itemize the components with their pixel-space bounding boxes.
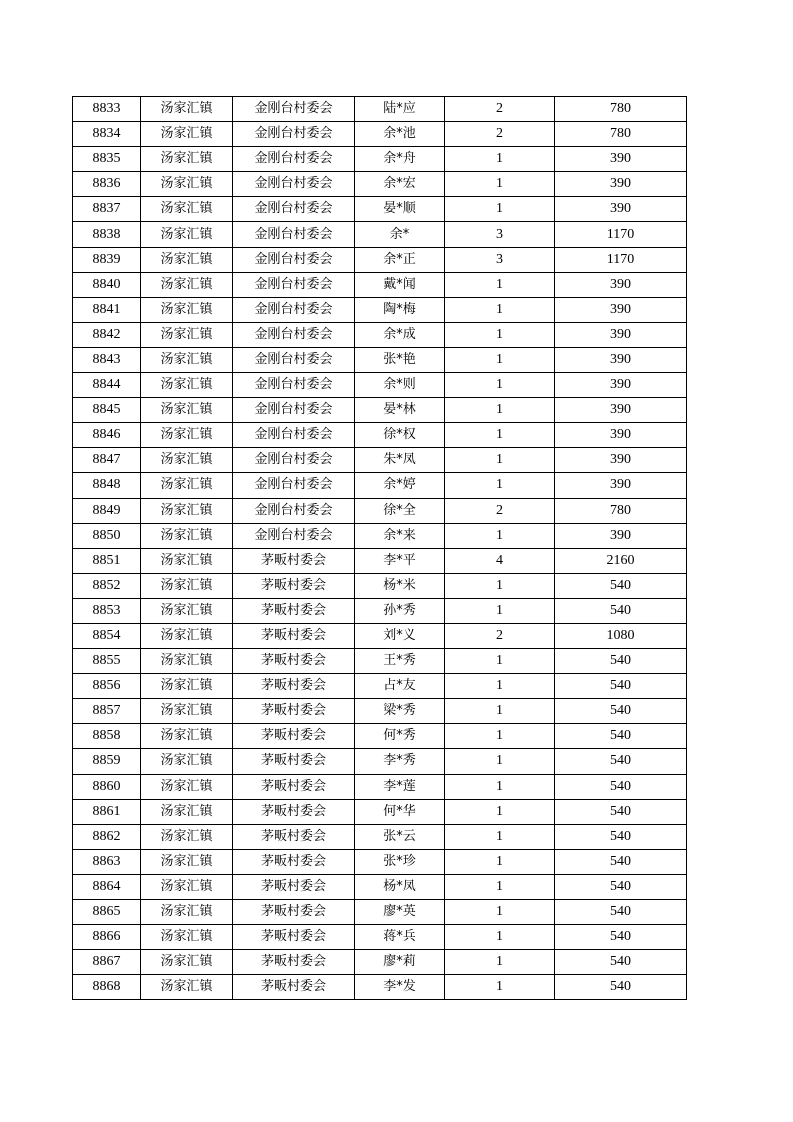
row-number-cell: 8853 xyxy=(73,598,141,623)
table-row xyxy=(73,925,687,950)
person-name-cell: 何*秀 xyxy=(355,724,445,749)
household-count-cell: 1 xyxy=(445,950,555,975)
town-cell: 汤家汇镇 xyxy=(141,523,233,548)
row-number-cell: 8867 xyxy=(73,950,141,975)
amount-cell: 390 xyxy=(555,197,687,222)
village-cell: 茅畈村委会 xyxy=(233,674,355,699)
village-cell: 金刚台村委会 xyxy=(233,322,355,347)
town-cell: 汤家汇镇 xyxy=(141,925,233,950)
household-count-cell: 1 xyxy=(445,874,555,899)
person-name-cell: 张*艳 xyxy=(355,347,445,372)
person-name-cell: 李*平 xyxy=(355,548,445,573)
household-count-cell: 1 xyxy=(445,975,555,1000)
household-count-cell: 3 xyxy=(445,247,555,272)
table-row xyxy=(73,523,687,548)
row-number-cell: 8861 xyxy=(73,799,141,824)
row-number-cell: 8855 xyxy=(73,649,141,674)
table-row xyxy=(73,297,687,322)
row-number-cell: 8860 xyxy=(73,774,141,799)
village-cell: 茅畈村委会 xyxy=(233,774,355,799)
table-row xyxy=(73,147,687,172)
table-row xyxy=(73,774,687,799)
person-name-cell: 徐*权 xyxy=(355,423,445,448)
amount-cell: 540 xyxy=(555,799,687,824)
village-cell: 金刚台村委会 xyxy=(233,272,355,297)
table-row xyxy=(73,473,687,498)
village-cell: 金刚台村委会 xyxy=(233,523,355,548)
row-number-cell: 8841 xyxy=(73,297,141,322)
amount-cell: 1170 xyxy=(555,222,687,247)
amount-cell: 390 xyxy=(555,373,687,398)
row-number-cell: 8842 xyxy=(73,322,141,347)
table-row xyxy=(73,222,687,247)
amount-cell: 540 xyxy=(555,749,687,774)
village-cell: 茅畈村委会 xyxy=(233,900,355,925)
table-row xyxy=(73,874,687,899)
amount-cell: 540 xyxy=(555,573,687,598)
household-count-cell: 1 xyxy=(445,147,555,172)
village-cell: 茅畈村委会 xyxy=(233,699,355,724)
row-number-cell: 8844 xyxy=(73,373,141,398)
household-count-cell: 1 xyxy=(445,824,555,849)
row-number-cell: 8851 xyxy=(73,548,141,573)
town-cell: 汤家汇镇 xyxy=(141,97,233,122)
table-row xyxy=(73,97,687,122)
town-cell: 汤家汇镇 xyxy=(141,900,233,925)
household-count-cell: 4 xyxy=(445,548,555,573)
table-row xyxy=(73,247,687,272)
person-name-cell: 余*池 xyxy=(355,122,445,147)
amount-cell: 390 xyxy=(555,172,687,197)
village-cell: 金刚台村委会 xyxy=(233,147,355,172)
table-body xyxy=(73,97,687,1000)
table-row xyxy=(73,448,687,473)
amount-cell: 390 xyxy=(555,147,687,172)
person-name-cell: 陶*梅 xyxy=(355,297,445,322)
household-count-cell: 1 xyxy=(445,373,555,398)
town-cell: 汤家汇镇 xyxy=(141,573,233,598)
amount-cell: 390 xyxy=(555,272,687,297)
village-cell: 茅畈村委会 xyxy=(233,573,355,598)
town-cell: 汤家汇镇 xyxy=(141,247,233,272)
table-row xyxy=(73,674,687,699)
household-count-cell: 3 xyxy=(445,222,555,247)
town-cell: 汤家汇镇 xyxy=(141,774,233,799)
row-number-cell: 8865 xyxy=(73,900,141,925)
village-cell: 茅畈村委会 xyxy=(233,649,355,674)
table-row xyxy=(73,548,687,573)
town-cell: 汤家汇镇 xyxy=(141,799,233,824)
household-count-cell: 1 xyxy=(445,724,555,749)
person-name-cell: 张*珍 xyxy=(355,849,445,874)
amount-cell: 780 xyxy=(555,122,687,147)
village-cell: 茅畈村委会 xyxy=(233,874,355,899)
amount-cell: 780 xyxy=(555,498,687,523)
row-number-cell: 8833 xyxy=(73,97,141,122)
amount-cell: 390 xyxy=(555,473,687,498)
household-count-cell: 1 xyxy=(445,272,555,297)
amount-cell: 390 xyxy=(555,297,687,322)
amount-cell: 540 xyxy=(555,598,687,623)
village-cell: 金刚台村委会 xyxy=(233,373,355,398)
amount-cell: 540 xyxy=(555,849,687,874)
amount-cell: 390 xyxy=(555,448,687,473)
table-row xyxy=(73,724,687,749)
amount-cell: 540 xyxy=(555,975,687,1000)
town-cell: 汤家汇镇 xyxy=(141,347,233,372)
table-row xyxy=(73,172,687,197)
table-row xyxy=(73,398,687,423)
amount-cell: 390 xyxy=(555,347,687,372)
row-number-cell: 8854 xyxy=(73,623,141,648)
table-row xyxy=(73,849,687,874)
town-cell: 汤家汇镇 xyxy=(141,498,233,523)
amount-cell: 540 xyxy=(555,900,687,925)
amount-cell: 540 xyxy=(555,724,687,749)
town-cell: 汤家汇镇 xyxy=(141,172,233,197)
person-name-cell: 余*宏 xyxy=(355,172,445,197)
row-number-cell: 8849 xyxy=(73,498,141,523)
town-cell: 汤家汇镇 xyxy=(141,373,233,398)
person-name-cell: 张*云 xyxy=(355,824,445,849)
person-name-cell: 廖*莉 xyxy=(355,950,445,975)
amount-cell: 540 xyxy=(555,674,687,699)
row-number-cell: 8852 xyxy=(73,573,141,598)
household-count-cell: 1 xyxy=(445,423,555,448)
person-name-cell: 余*正 xyxy=(355,247,445,272)
village-cell: 茅畈村委会 xyxy=(233,824,355,849)
village-cell: 茅畈村委会 xyxy=(233,623,355,648)
person-name-cell: 杨*米 xyxy=(355,573,445,598)
town-cell: 汤家汇镇 xyxy=(141,548,233,573)
person-name-cell: 孙*秀 xyxy=(355,598,445,623)
town-cell: 汤家汇镇 xyxy=(141,674,233,699)
table-row xyxy=(73,623,687,648)
row-number-cell: 8836 xyxy=(73,172,141,197)
table-row xyxy=(73,950,687,975)
person-name-cell: 余* xyxy=(355,222,445,247)
amount-cell: 540 xyxy=(555,950,687,975)
village-cell: 茅畈村委会 xyxy=(233,925,355,950)
village-cell: 金刚台村委会 xyxy=(233,97,355,122)
village-cell: 金刚台村委会 xyxy=(233,448,355,473)
table-row xyxy=(73,498,687,523)
person-name-cell: 梁*秀 xyxy=(355,699,445,724)
household-count-cell: 1 xyxy=(445,799,555,824)
amount-cell: 390 xyxy=(555,398,687,423)
person-name-cell: 余*舟 xyxy=(355,147,445,172)
person-name-cell: 刘*义 xyxy=(355,623,445,648)
household-count-cell: 1 xyxy=(445,473,555,498)
household-count-cell: 1 xyxy=(445,925,555,950)
person-name-cell: 徐*全 xyxy=(355,498,445,523)
row-number-cell: 8837 xyxy=(73,197,141,222)
table-row xyxy=(73,373,687,398)
row-number-cell: 8840 xyxy=(73,272,141,297)
town-cell: 汤家汇镇 xyxy=(141,849,233,874)
village-cell: 茅畈村委会 xyxy=(233,749,355,774)
town-cell: 汤家汇镇 xyxy=(141,749,233,774)
table-row xyxy=(73,122,687,147)
amount-cell: 390 xyxy=(555,423,687,448)
town-cell: 汤家汇镇 xyxy=(141,623,233,648)
row-number-cell: 8846 xyxy=(73,423,141,448)
data-table xyxy=(72,96,687,1000)
village-cell: 金刚台村委会 xyxy=(233,498,355,523)
village-cell: 茅畈村委会 xyxy=(233,950,355,975)
row-number-cell: 8866 xyxy=(73,925,141,950)
household-count-cell: 1 xyxy=(445,900,555,925)
table-row xyxy=(73,197,687,222)
row-number-cell: 8856 xyxy=(73,674,141,699)
person-name-cell: 戴*闻 xyxy=(355,272,445,297)
village-cell: 金刚台村委会 xyxy=(233,423,355,448)
household-count-cell: 1 xyxy=(445,774,555,799)
person-name-cell: 余*来 xyxy=(355,523,445,548)
household-count-cell: 1 xyxy=(445,598,555,623)
town-cell: 汤家汇镇 xyxy=(141,297,233,322)
table-row xyxy=(73,900,687,925)
household-count-cell: 2 xyxy=(445,122,555,147)
household-count-cell: 1 xyxy=(445,172,555,197)
household-count-cell: 2 xyxy=(445,498,555,523)
village-cell: 金刚台村委会 xyxy=(233,172,355,197)
person-name-cell: 晏*顺 xyxy=(355,197,445,222)
person-name-cell: 朱*凤 xyxy=(355,448,445,473)
row-number-cell: 8858 xyxy=(73,724,141,749)
row-number-cell: 8845 xyxy=(73,398,141,423)
table-row xyxy=(73,347,687,372)
amount-cell: 2160 xyxy=(555,548,687,573)
town-cell: 汤家汇镇 xyxy=(141,950,233,975)
household-count-cell: 1 xyxy=(445,347,555,372)
row-number-cell: 8850 xyxy=(73,523,141,548)
amount-cell: 540 xyxy=(555,699,687,724)
amount-cell: 540 xyxy=(555,874,687,899)
row-number-cell: 8838 xyxy=(73,222,141,247)
town-cell: 汤家汇镇 xyxy=(141,699,233,724)
town-cell: 汤家汇镇 xyxy=(141,423,233,448)
row-number-cell: 8847 xyxy=(73,448,141,473)
table-row xyxy=(73,649,687,674)
household-count-cell: 1 xyxy=(445,674,555,699)
village-cell: 茅畈村委会 xyxy=(233,975,355,1000)
row-number-cell: 8864 xyxy=(73,874,141,899)
town-cell: 汤家汇镇 xyxy=(141,975,233,1000)
village-cell: 金刚台村委会 xyxy=(233,297,355,322)
household-count-cell: 1 xyxy=(445,448,555,473)
village-cell: 茅畈村委会 xyxy=(233,724,355,749)
person-name-cell: 李*发 xyxy=(355,975,445,1000)
village-cell: 金刚台村委会 xyxy=(233,473,355,498)
table-row xyxy=(73,322,687,347)
village-cell: 金刚台村委会 xyxy=(233,398,355,423)
table-row xyxy=(73,824,687,849)
person-name-cell: 蒋*兵 xyxy=(355,925,445,950)
row-number-cell: 8862 xyxy=(73,824,141,849)
household-count-cell: 1 xyxy=(445,749,555,774)
town-cell: 汤家汇镇 xyxy=(141,122,233,147)
town-cell: 汤家汇镇 xyxy=(141,448,233,473)
household-count-cell: 1 xyxy=(445,322,555,347)
amount-cell: 780 xyxy=(555,97,687,122)
table-row xyxy=(73,975,687,1000)
person-name-cell: 王*秀 xyxy=(355,649,445,674)
town-cell: 汤家汇镇 xyxy=(141,649,233,674)
town-cell: 汤家汇镇 xyxy=(141,272,233,297)
amount-cell: 540 xyxy=(555,824,687,849)
town-cell: 汤家汇镇 xyxy=(141,598,233,623)
table-row xyxy=(73,272,687,297)
person-name-cell: 余*则 xyxy=(355,373,445,398)
village-cell: 金刚台村委会 xyxy=(233,122,355,147)
row-number-cell: 8863 xyxy=(73,849,141,874)
amount-cell: 1170 xyxy=(555,247,687,272)
row-number-cell: 8859 xyxy=(73,749,141,774)
town-cell: 汤家汇镇 xyxy=(141,197,233,222)
town-cell: 汤家汇镇 xyxy=(141,398,233,423)
table-row xyxy=(73,749,687,774)
row-number-cell: 8843 xyxy=(73,347,141,372)
household-count-cell: 1 xyxy=(445,523,555,548)
household-count-cell: 1 xyxy=(445,573,555,598)
village-cell: 茅畈村委会 xyxy=(233,849,355,874)
amount-cell: 390 xyxy=(555,523,687,548)
town-cell: 汤家汇镇 xyxy=(141,724,233,749)
row-number-cell: 8857 xyxy=(73,699,141,724)
household-count-cell: 1 xyxy=(445,398,555,423)
person-name-cell: 李*莲 xyxy=(355,774,445,799)
person-name-cell: 李*秀 xyxy=(355,749,445,774)
town-cell: 汤家汇镇 xyxy=(141,222,233,247)
row-number-cell: 8848 xyxy=(73,473,141,498)
amount-cell: 540 xyxy=(555,925,687,950)
person-name-cell: 何*华 xyxy=(355,799,445,824)
household-count-cell: 2 xyxy=(445,623,555,648)
table-row xyxy=(73,573,687,598)
village-cell: 茅畈村委会 xyxy=(233,598,355,623)
town-cell: 汤家汇镇 xyxy=(141,874,233,899)
table-row xyxy=(73,423,687,448)
person-name-cell: 廖*英 xyxy=(355,900,445,925)
village-cell: 茅畈村委会 xyxy=(233,799,355,824)
village-cell: 金刚台村委会 xyxy=(233,197,355,222)
person-name-cell: 余*婷 xyxy=(355,473,445,498)
household-count-cell: 1 xyxy=(445,649,555,674)
household-count-cell: 1 xyxy=(445,197,555,222)
table-row xyxy=(73,598,687,623)
household-count-cell: 1 xyxy=(445,849,555,874)
town-cell: 汤家汇镇 xyxy=(141,473,233,498)
person-name-cell: 杨*凤 xyxy=(355,874,445,899)
village-cell: 金刚台村委会 xyxy=(233,347,355,372)
village-cell: 茅畈村委会 xyxy=(233,548,355,573)
table-row xyxy=(73,799,687,824)
town-cell: 汤家汇镇 xyxy=(141,147,233,172)
amount-cell: 1080 xyxy=(555,623,687,648)
person-name-cell: 占*友 xyxy=(355,674,445,699)
person-name-cell: 晏*林 xyxy=(355,398,445,423)
table-row xyxy=(73,699,687,724)
amount-cell: 540 xyxy=(555,649,687,674)
village-cell: 金刚台村委会 xyxy=(233,222,355,247)
town-cell: 汤家汇镇 xyxy=(141,322,233,347)
household-count-cell: 1 xyxy=(445,297,555,322)
household-count-cell: 2 xyxy=(445,97,555,122)
household-count-cell: 1 xyxy=(445,699,555,724)
row-number-cell: 8868 xyxy=(73,975,141,1000)
row-number-cell: 8834 xyxy=(73,122,141,147)
village-cell: 金刚台村委会 xyxy=(233,247,355,272)
person-name-cell: 陆*应 xyxy=(355,97,445,122)
amount-cell: 540 xyxy=(555,774,687,799)
town-cell: 汤家汇镇 xyxy=(141,824,233,849)
row-number-cell: 8835 xyxy=(73,147,141,172)
amount-cell: 390 xyxy=(555,322,687,347)
person-name-cell: 余*成 xyxy=(355,322,445,347)
row-number-cell: 8839 xyxy=(73,247,141,272)
